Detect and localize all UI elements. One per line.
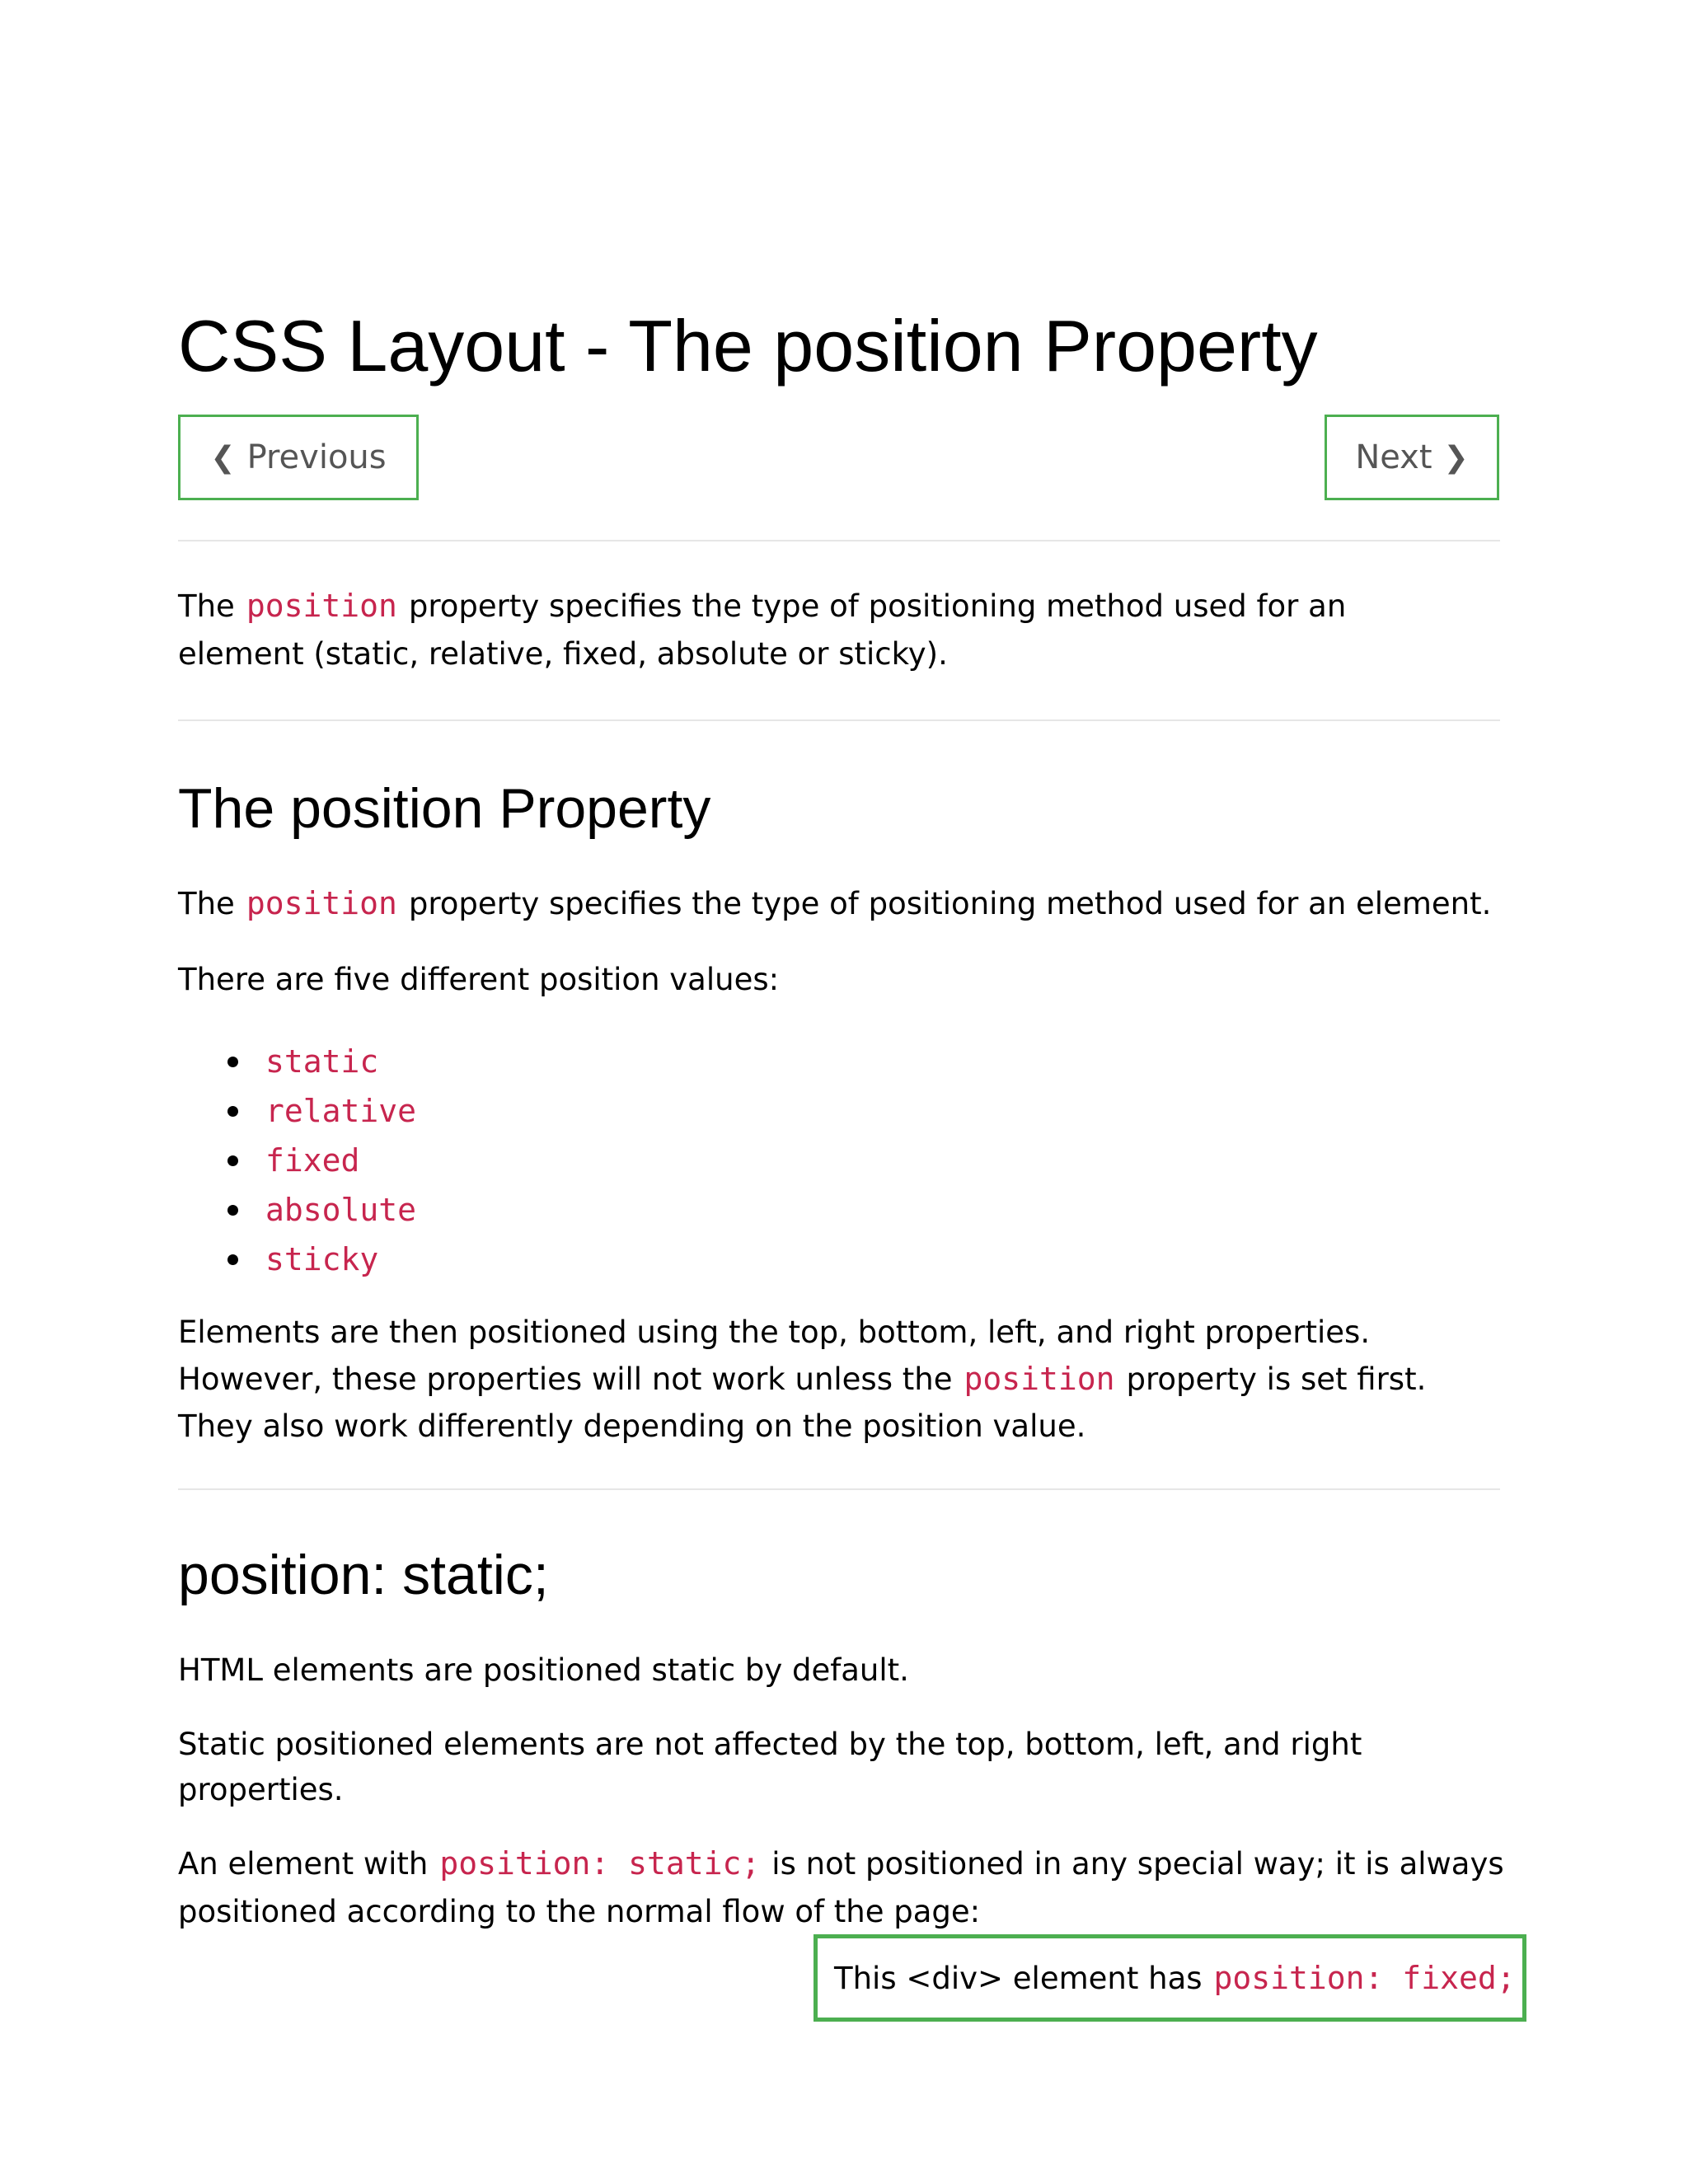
inline-code: position: fixed; xyxy=(1213,1960,1516,1996)
chevron-left-icon: ❮ xyxy=(210,440,236,475)
chevron-right-icon: ❯ xyxy=(1443,440,1469,475)
list-item: fixed xyxy=(178,1136,416,1185)
list-item: static xyxy=(178,1037,416,1086)
fixed-position-demo-box: This <div> element has position: fixed; xyxy=(814,1934,1526,2022)
next-button[interactable] xyxy=(1325,415,1499,500)
position-description: The position property specifies the type of positioning method used for an element. xyxy=(178,885,1492,921)
bullet-icon xyxy=(227,1254,238,1265)
section-heading-static: position: static; xyxy=(178,1544,549,1606)
divider xyxy=(178,1488,1500,1490)
section-heading-position: The position Property xyxy=(178,777,711,840)
bullet-icon xyxy=(227,1205,238,1216)
bullet-icon xyxy=(227,1106,238,1117)
inline-code: position xyxy=(964,1361,1115,1397)
inline-code: position: static; xyxy=(439,1845,761,1882)
previous-label: Previous xyxy=(246,438,387,476)
positioning-paragraph: Elements are then positioned using the top, bottom, left, and right properties. However, these properties will not work unless the position property is set first. They also work differently depending on the position value. xyxy=(178,1315,1427,1444)
static-flow-paragraph: An element with position: static; is not positioned in any special way; it is always positioned according to the normal flow of the page: xyxy=(178,1845,1504,1929)
previous-button[interactable] xyxy=(178,415,419,500)
bullet-icon xyxy=(227,1057,238,1067)
list-item: sticky xyxy=(178,1235,416,1284)
intro-paragraph: The position property specifies the type of positioning method used for an element (static, relative, fixed, absolute or sticky). xyxy=(178,588,1347,672)
position-values-list xyxy=(178,1037,416,1284)
list-item: relative xyxy=(178,1086,416,1136)
page-title: CSS Layout - The position Property xyxy=(178,305,1318,387)
static-default-paragraph: HTML elements are positioned static by default. xyxy=(178,1652,909,1688)
list-item: absolute xyxy=(178,1185,416,1235)
divider xyxy=(178,719,1500,721)
inline-code: position xyxy=(246,588,397,624)
inline-code: position xyxy=(246,885,397,921)
static-unaffected-paragraph: Static positioned elements are not affected by the top, bottom, left, and right properties. xyxy=(178,1727,1362,1807)
next-label: Next xyxy=(1355,438,1432,476)
divider xyxy=(178,540,1500,541)
bullet-icon xyxy=(227,1155,238,1166)
values-intro: There are five different position values: xyxy=(178,962,780,997)
